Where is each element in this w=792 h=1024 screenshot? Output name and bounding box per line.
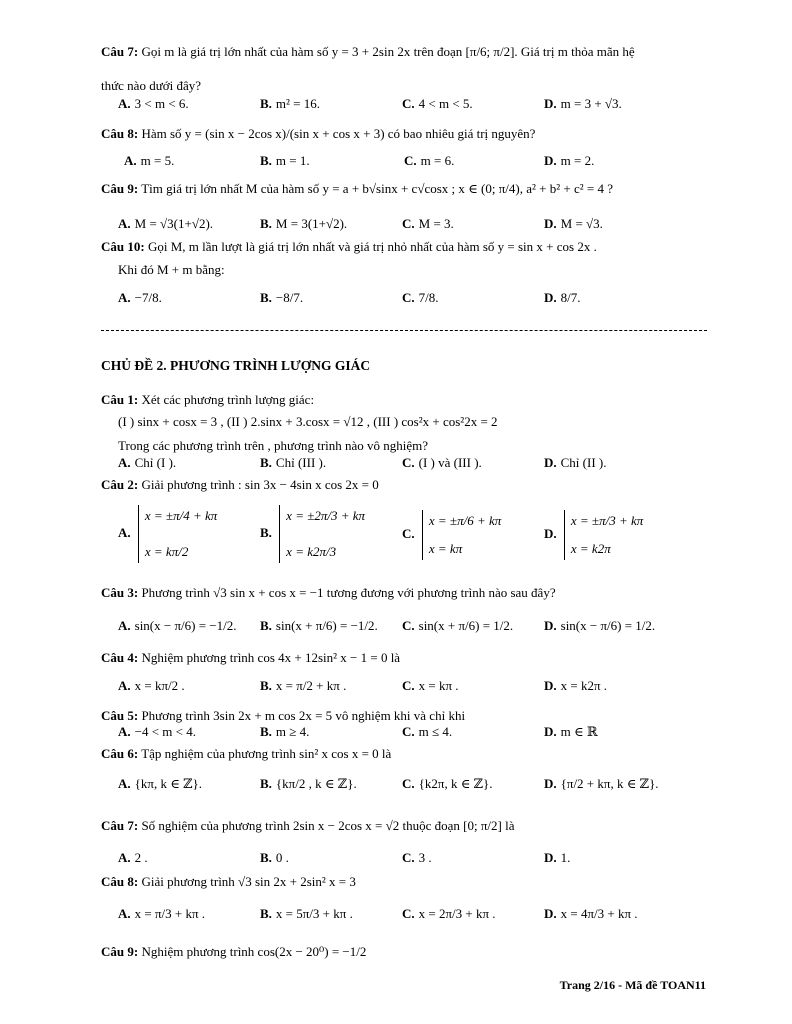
option-c (402, 906, 496, 922)
option-d (544, 618, 655, 634)
option-key: B. (260, 850, 272, 865)
option-text: m = 2. (560, 153, 595, 168)
option-d (544, 906, 638, 922)
option-d (544, 724, 598, 740)
option-c (402, 724, 452, 740)
option-c (402, 455, 482, 471)
option-c (402, 850, 432, 866)
option-key: C. (402, 455, 415, 470)
option-a (118, 96, 189, 112)
option-key: B. (260, 455, 272, 470)
p2-question-3-stem: Câu 3: Phương trình √3 sin x + cos x = −1 tương đương với phương trình nào sau đây? (101, 585, 556, 600)
option-text: M = √3(1+√2). (134, 216, 214, 231)
option-b (260, 678, 346, 694)
option-text: m ≤ 4. (418, 724, 453, 739)
option-key: C. (402, 290, 415, 305)
option-key: B. (260, 96, 272, 111)
question-text: Phương trình 3sin 2x + m cos 2x = 5 vô nghiệm khi và chỉ khi (141, 708, 466, 723)
solution-bracket: x = ±π/6 + kπ x = kπ (422, 510, 501, 560)
option-c (402, 776, 493, 792)
question-text: Xét các phương trình lượng giác: (141, 392, 315, 407)
option-key: D. (544, 216, 557, 231)
option-text: m = 1. (275, 153, 310, 168)
option-d (544, 776, 659, 792)
option-key: C. (402, 906, 415, 921)
option-key: D. (544, 678, 557, 693)
option-text: M = 3. (418, 216, 454, 231)
option-key: A. (118, 618, 131, 633)
question-text: Gọi m là giá trị lớn nhất của hàm số y = 3 + 2sin 2x trên đoạn [π/6; π/2]. Giá trị m thỏa mãn hệ (141, 44, 635, 59)
option-d (544, 678, 607, 694)
option-key: C. (404, 153, 417, 168)
option-b: B. x = ±2π/3 + kπ x = k2π/3 (260, 505, 365, 563)
option-key: C. (402, 850, 415, 865)
option-text: m ≥ 4. (275, 724, 310, 739)
option-text: 3 . (418, 850, 432, 865)
option-text: x = k2π . (560, 678, 608, 693)
option-text: Chỉ (II ). (560, 455, 607, 470)
question-10-stem: Câu 10: Gọi M, m lần lượt là giá trị lớn nhất và giá trị nhỏ nhất của hàm số y = sin x + cos 2x . (101, 239, 597, 254)
option-key: B. (260, 724, 272, 739)
option-key: B. (260, 678, 272, 693)
option-key: C. (402, 216, 415, 231)
option-b (260, 906, 353, 922)
option-a (118, 678, 185, 694)
option-d (544, 850, 570, 866)
option-a (118, 216, 213, 232)
option-text: 8/7. (560, 290, 581, 305)
option-c (402, 678, 459, 694)
option-a (118, 906, 205, 922)
option-text: sin(x + π/6) = 1/2. (418, 618, 514, 633)
option-d (544, 455, 607, 471)
option-key: B. (260, 906, 272, 921)
p2-question-1-stem-cont: Trong các phương trình trên , phương trình nào vô nghiệm? (118, 438, 429, 453)
option-key: D. (544, 96, 557, 111)
option-text: M = 3(1+√2). (275, 216, 348, 231)
question-text: Giải phương trình : sin 3x − 4sin x cos 2x = 0 (141, 477, 379, 492)
page-footer: Trang 2/16 - Mã đề TOAN11 (559, 978, 706, 992)
option-key: A. (118, 724, 131, 739)
option-text: M = √3. (560, 216, 603, 231)
option-b (260, 776, 357, 792)
p2-question-9-stem: Câu 9: Nghiệm phương trình cos(2x − 20⁰) = −1/2 (101, 944, 367, 959)
option-d (544, 96, 622, 112)
option-key: B. (260, 216, 272, 231)
option-text: {kπ, k ∈ ℤ}. (134, 776, 203, 791)
option-key: B. (260, 290, 272, 305)
option-b (260, 290, 303, 306)
question-text: Số nghiệm của phương trình 2sin x − 2cos x = √2 thuộc đoạn [0; π/2] là (141, 818, 515, 833)
question-7-stem-cont: thức nào dưới đây? (101, 78, 202, 93)
option-key: C. (402, 724, 415, 739)
option-a (118, 850, 148, 866)
option-key: D. (544, 290, 557, 305)
section-separator (101, 330, 707, 331)
option-b (260, 724, 309, 740)
option-text: Chỉ (III ). (275, 455, 327, 470)
option-key: D. (544, 906, 557, 921)
option-c (402, 290, 439, 306)
option-key: A. (118, 290, 131, 305)
option-b (260, 455, 326, 471)
option-key: B. (260, 776, 272, 791)
option-text: {π/2 + kπ, k ∈ ℤ}. (560, 776, 659, 791)
option-text: Chỉ (I ). (134, 455, 177, 470)
option-key: A. (118, 850, 131, 865)
option-c (402, 96, 473, 112)
option-b (260, 96, 320, 112)
option-b (260, 153, 310, 169)
p2-question-7-stem: Câu 7: Số nghiệm của phương trình 2sin x − 2cos x = √2 thuộc đoạn [0; π/2] là (101, 818, 515, 833)
option-key: D. (544, 776, 557, 791)
option-text: x = 2π/3 + kπ . (418, 906, 496, 921)
option-text: x = kπ . (418, 678, 459, 693)
option-text: 0 . (275, 850, 289, 865)
question-9-stem: Câu 9: Tìm giá trị lớn nhất M của hàm số y = a + b√sinx + c√cosx ; x ∈ (0; π/4), a² + b² + c² = 4 ? (101, 181, 613, 196)
option-a (118, 618, 237, 634)
option-text: x = 5π/3 + kπ . (275, 906, 353, 921)
option-key: A. (118, 678, 131, 693)
option-key: D. (544, 618, 557, 633)
option-d (544, 290, 581, 306)
option-a: A. x = ±π/4 + kπ x = kπ/2 (118, 505, 217, 563)
option-key: A. (118, 776, 131, 791)
question-text: Giải phương trình √3 sin 2x + 2sin² x = 3 (141, 874, 356, 889)
question-text: Gọi M, m lần lượt là giá trị lớn nhất và giá trị nhỏ nhất của hàm số y = sin x + cos 2x . (147, 239, 597, 254)
option-a (124, 153, 174, 169)
option-text: x = π/2 + kπ . (275, 678, 347, 693)
p2-question-8-stem: Câu 8: Giải phương trình √3 sin 2x + 2sin² x = 3 (101, 874, 356, 889)
option-key: A. (124, 153, 137, 168)
p2-question-1-equations: (I ) sinx + cosx = 3 , (II ) 2.sinx + 3.cosx = √12 , (III ) cos²x + cos²2x = 2 (118, 414, 498, 429)
option-text: −7/8. (134, 290, 162, 305)
option-key: A. (118, 906, 131, 921)
option-key: D. (544, 153, 557, 168)
question-7-stem: Câu 7: Gọi m là giá trị lớn nhất của hàm số y = 3 + 2sin 2x trên đoạn [π/6; π/2]. Giá trị m thỏa mãn hệ (101, 44, 635, 59)
p2-question-1-stem: Câu 1: Xét các phương trình lượng giác: (101, 392, 315, 407)
p2-question-5-stem: Câu 5: Phương trình 3sin 2x + m cos 2x = 5 vô nghiệm khi và chỉ khi (101, 708, 466, 723)
option-d (544, 153, 594, 169)
option-text: x = kπ/2 . (134, 678, 185, 693)
option-text: 2 . (134, 850, 148, 865)
topic-title: CHỦ ĐỀ 2. PHƯƠNG TRÌNH LƯỢNG GIÁC (101, 358, 371, 373)
option-text: m = 6. (420, 153, 455, 168)
option-text: {kπ/2 , k ∈ ℤ}. (275, 776, 357, 791)
p2-question-4-stem: Câu 4: Nghiệm phương trình cos 4x + 12sin² x − 1 = 0 là (101, 650, 401, 665)
option-d: D. x = ±π/3 + kπ x = k2π (544, 510, 643, 560)
option-key: A. (118, 455, 131, 470)
option-text: −8/7. (275, 290, 304, 305)
question-10-stem-cont: Khi đó M + m bằng: (118, 262, 225, 277)
option-d (544, 216, 603, 232)
option-text: {k2π, k ∈ ℤ}. (418, 776, 493, 791)
question-text: Nghiệm phương trình cos 4x + 12sin² x − 1 = 0 là (141, 650, 401, 665)
p2-question-2-stem: Câu 2: Giải phương trình : sin 3x − 4sin x cos 2x = 0 (101, 477, 379, 492)
option-text: 7/8. (418, 290, 439, 305)
option-key: B. (260, 618, 272, 633)
p2-question-6-stem: Câu 6: Tập nghiệm của phương trình sin² x cos x = 0 là (101, 746, 392, 761)
option-key: C. (402, 678, 415, 693)
option-a (118, 290, 162, 306)
option-b (260, 850, 289, 866)
option-text: (I ) và (III ). (418, 455, 482, 470)
option-key: C. (402, 618, 415, 633)
option-key: B. (260, 153, 272, 168)
option-key: D. (544, 455, 557, 470)
option-text: 4 < m < 5. (418, 96, 473, 111)
option-a (118, 776, 202, 792)
solution-bracket: x = ±2π/3 + kπ x = k2π/3 (279, 505, 365, 563)
question-text: Phương trình √3 sin x + cos x = −1 tương đương với phương trình nào sau đây? (141, 585, 556, 600)
option-b (260, 618, 378, 634)
question-text: Tìm giá trị lớn nhất M của hàm số y = a + b√sinx + c√cosx ; x ∈ (0; π/4), a² + b² + c² = 4 ? (141, 181, 613, 196)
option-text: 1. (560, 850, 571, 865)
question-text: Nghiệm phương trình cos(2x − 20⁰) = −1/2 (141, 944, 367, 959)
question-text: Hàm số y = (sin x − 2cos x)/(sin x + cos x + 3) có bao nhiêu giá trị nguyên? (141, 126, 536, 141)
option-b (260, 216, 347, 232)
option-text: 3 < m < 6. (134, 96, 189, 111)
option-key: A. (118, 216, 131, 231)
option-a (118, 724, 196, 740)
option-text: x = π/3 + kπ . (134, 906, 206, 921)
option-a (118, 455, 176, 471)
option-c (402, 618, 513, 634)
option-text: m² = 16. (275, 96, 321, 111)
option-text: m = 5. (140, 153, 175, 168)
option-text: sin(x − π/6) = −1/2. (134, 618, 237, 633)
question-8-stem: Câu 8: Hàm số y = (sin x − 2cos x)/(sin x + cos x + 3) có bao nhiêu giá trị nguyên? (101, 126, 536, 141)
option-c: C. x = ±π/6 + kπ x = kπ (402, 510, 501, 560)
solution-bracket: x = ±π/3 + kπ x = k2π (564, 510, 643, 560)
option-key: C. (402, 96, 415, 111)
option-text: sin(x − π/6) = 1/2. (560, 618, 656, 633)
option-text: sin(x + π/6) = −1/2. (275, 618, 378, 633)
option-key: C. (402, 776, 415, 791)
option-key: A. (118, 96, 131, 111)
option-c (402, 216, 454, 232)
option-text: m ∈ ℝ (560, 724, 598, 739)
question-text: Tập nghiệm của phương trình sin² x cos x = 0 là (141, 746, 392, 761)
option-text: x = 4π/3 + kπ . (560, 906, 638, 921)
option-key: D. (544, 850, 557, 865)
option-c (404, 153, 454, 169)
solution-bracket: x = ±π/4 + kπ x = kπ/2 (138, 505, 217, 563)
option-text: m = 3 + √3. (560, 96, 622, 111)
option-key: D. (544, 724, 557, 739)
option-text: −4 < m < 4. (134, 724, 196, 739)
